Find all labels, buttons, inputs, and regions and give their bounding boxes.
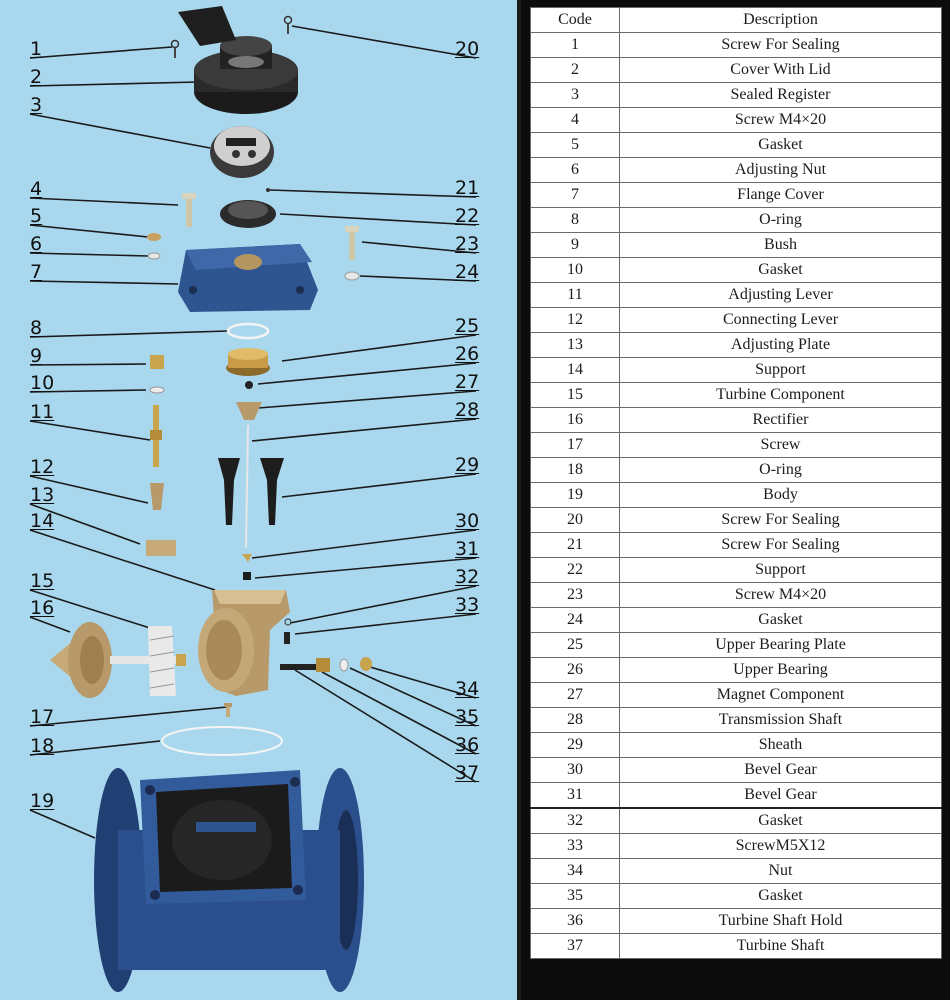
turbine-shaft-parts — [280, 657, 372, 672]
table-row — [531, 183, 942, 208]
part-description-cell: Screw For Sealing — [620, 33, 942, 58]
sealed-register-part — [210, 126, 274, 178]
callout-31: 31 — [455, 538, 480, 560]
callout-7: 7 — [30, 261, 43, 283]
part-code-cell: 11 — [531, 283, 620, 308]
callout-18: 18 — [30, 735, 55, 757]
table-row — [531, 458, 942, 483]
part-code-cell: 16 — [531, 408, 620, 433]
table-row — [531, 158, 942, 183]
table-row — [531, 383, 942, 408]
parts-table-body — [531, 33, 942, 959]
part-description-cell: Turbine Shaft — [620, 934, 942, 959]
transmission-shaft-part — [246, 425, 248, 548]
callout-8: 8 — [30, 317, 43, 339]
table-row — [531, 83, 942, 108]
part-code-cell: 33 — [531, 834, 620, 859]
callout-33: 33 — [455, 594, 480, 616]
callout-37: 37 — [455, 762, 480, 784]
part-description-cell: Turbine Component — [620, 383, 942, 408]
table-row — [531, 508, 942, 533]
table-row — [531, 608, 942, 633]
callout-34: 34 — [455, 678, 480, 700]
callout-2: 2 — [30, 66, 43, 88]
part-description-cell: Screw M4×20 — [620, 108, 942, 133]
table-row — [531, 233, 942, 258]
table-row — [531, 859, 942, 884]
callout-21: 21 — [455, 177, 480, 199]
callout-17: 17 — [30, 706, 55, 728]
part-description-cell: O-ring — [620, 208, 942, 233]
part-code-cell: 27 — [531, 683, 620, 708]
part-code-cell: 29 — [531, 733, 620, 758]
part-description-cell: Nut — [620, 859, 942, 884]
part-description-cell: O-ring — [620, 458, 942, 483]
table-row — [531, 884, 942, 909]
meter-body-part — [94, 768, 364, 992]
part-description-cell: Gasket — [620, 808, 942, 834]
callout-27: 27 — [455, 371, 480, 393]
callout-15: 15 — [30, 570, 55, 592]
table-row — [531, 633, 942, 658]
part-description-cell: Sealed Register — [620, 83, 942, 108]
header-code: Code — [531, 8, 620, 33]
turbine-rectifier-part — [50, 622, 186, 698]
table-row — [531, 708, 942, 733]
part-code-cell: 2 — [531, 58, 620, 83]
callout-13: 13 — [30, 484, 55, 506]
header-description: Description — [620, 8, 942, 33]
table-row — [531, 133, 942, 158]
callout-16: 16 — [30, 597, 55, 619]
part-description-cell: Transmission Shaft — [620, 708, 942, 733]
support-housing-part — [198, 590, 290, 696]
callout-35: 35 — [455, 706, 480, 728]
part-description-cell: Gasket — [620, 133, 942, 158]
part-description-cell: Bevel Gear — [620, 758, 942, 783]
part-code-cell: 9 — [531, 233, 620, 258]
support-plate-part — [220, 188, 276, 228]
callout-24: 24 — [455, 261, 480, 283]
part-code-cell: 22 — [531, 558, 620, 583]
callout-19: 19 — [30, 790, 55, 812]
table-row — [531, 533, 942, 558]
flange-cover-part — [178, 244, 318, 312]
part-code-cell: 23 — [531, 583, 620, 608]
table-row — [531, 483, 942, 508]
part-description-cell: Screw For Sealing — [620, 533, 942, 558]
table-row — [531, 834, 942, 859]
table-row — [531, 283, 942, 308]
part-description-cell: Screw — [620, 433, 942, 458]
part-description-cell: Adjusting Nut — [620, 158, 942, 183]
part-code-cell: 24 — [531, 608, 620, 633]
table-row — [531, 408, 942, 433]
part-code-cell: 35 — [531, 884, 620, 909]
table-row — [531, 808, 942, 834]
callout-20: 20 — [455, 38, 480, 60]
callout-26: 26 — [455, 343, 480, 365]
part-description-cell: Gasket — [620, 258, 942, 283]
part-description-cell: Bevel Gear — [620, 783, 942, 809]
part-code-cell: 12 — [531, 308, 620, 333]
callout-25: 25 — [455, 315, 480, 337]
table-row — [531, 758, 942, 783]
callout-30: 30 — [455, 510, 480, 532]
parts-table — [530, 7, 942, 959]
part-code-cell: 34 — [531, 859, 620, 884]
part-description-cell: Upper Bearing Plate — [620, 633, 942, 658]
callout-32: 32 — [455, 566, 480, 588]
table-row — [531, 683, 942, 708]
callout-9: 9 — [30, 345, 43, 367]
adjusting-lever-part — [150, 405, 162, 467]
part-description-cell: Turbine Shaft Hold — [620, 909, 942, 934]
callout-5: 5 — [30, 205, 43, 227]
table-row — [531, 733, 942, 758]
part-code-cell: 6 — [531, 158, 620, 183]
bevel-gear-part — [242, 554, 252, 580]
callout-23: 23 — [455, 233, 480, 255]
part-code-cell: 31 — [531, 783, 620, 809]
part-description-cell: Support — [620, 558, 942, 583]
table-row — [531, 33, 942, 58]
gasket-screw-small — [284, 619, 291, 644]
part-description-cell: Upper Bearing — [620, 658, 942, 683]
part-code-cell: 3 — [531, 83, 620, 108]
table-row — [531, 583, 942, 608]
part-code-cell: 10 — [531, 258, 620, 283]
part-description-cell: Sheath — [620, 733, 942, 758]
part-code-cell: 1 — [531, 33, 620, 58]
table-row — [531, 783, 942, 809]
part-description-cell: Connecting Lever — [620, 308, 942, 333]
callout-4: 4 — [30, 178, 43, 200]
callout-11: 11 — [30, 401, 55, 423]
part-description-cell: Support — [620, 358, 942, 383]
screw-gasket-nut-left — [147, 193, 196, 259]
part-code-cell: 20 — [531, 508, 620, 533]
part-code-cell: 4 — [531, 108, 620, 133]
part-description-cell: Bush — [620, 233, 942, 258]
part-code-cell: 13 — [531, 333, 620, 358]
part-description-cell: Body — [620, 483, 942, 508]
table-row — [531, 258, 942, 283]
part-description-cell: Cover With Lid — [620, 58, 942, 83]
part-code-cell: 15 — [531, 383, 620, 408]
part-code-cell: 21 — [531, 533, 620, 558]
part-code-cell: 14 — [531, 358, 620, 383]
callout-22: 22 — [455, 205, 480, 227]
callout-1: 1 — [30, 38, 43, 60]
part-code-cell: 18 — [531, 458, 620, 483]
callout-6: 6 — [30, 233, 43, 255]
part-code-cell: 25 — [531, 633, 620, 658]
part-code-cell: 19 — [531, 483, 620, 508]
part-description-cell: ScrewM5X12 — [620, 834, 942, 859]
part-description-cell: Rectifier — [620, 408, 942, 433]
part-code-cell: 37 — [531, 934, 620, 959]
part-code-cell: 32 — [531, 808, 620, 834]
part-code-cell: 8 — [531, 208, 620, 233]
table-row — [531, 558, 942, 583]
part-code-cell: 5 — [531, 133, 620, 158]
part-description-cell: Magnet Component — [620, 683, 942, 708]
callout-3: 3 — [30, 94, 43, 116]
table-row — [531, 909, 942, 934]
part-description-cell: Screw For Sealing — [620, 508, 942, 533]
screw-gasket-right — [345, 226, 359, 280]
table-row — [531, 108, 942, 133]
callout-10: 10 — [30, 372, 55, 394]
part-description-cell: Adjusting Plate — [620, 333, 942, 358]
callout-28: 28 — [455, 399, 480, 421]
part-code-cell: 28 — [531, 708, 620, 733]
table-row — [531, 358, 942, 383]
table-row — [531, 934, 942, 959]
table-row — [531, 433, 942, 458]
sheath-part — [218, 458, 284, 525]
part-code-cell: 36 — [531, 909, 620, 934]
part-code-cell: 7 — [531, 183, 620, 208]
connecting-lever-plate — [146, 483, 176, 556]
table-row — [531, 333, 942, 358]
o-ring-part — [228, 324, 268, 338]
part-code-cell: 30 — [531, 758, 620, 783]
part-description-cell: Flange Cover — [620, 183, 942, 208]
cover-with-lid-part — [178, 6, 298, 114]
table-row — [531, 658, 942, 683]
table-row — [531, 208, 942, 233]
part-code-cell: 26 — [531, 658, 620, 683]
part-description-cell: Screw M4×20 — [620, 583, 942, 608]
parts-table-panel — [521, 0, 950, 1000]
part-description-cell: Gasket — [620, 608, 942, 633]
table-header-row — [531, 8, 942, 33]
bush-gasket-part — [150, 355, 164, 393]
part-code-cell: 17 — [531, 433, 620, 458]
callout-29: 29 — [455, 454, 480, 476]
callout-14: 14 — [30, 510, 55, 532]
table-row — [531, 58, 942, 83]
part-description-cell: Gasket — [620, 884, 942, 909]
part-description-cell: Adjusting Lever — [620, 283, 942, 308]
callout-12: 12 — [30, 456, 55, 478]
table-row — [531, 308, 942, 333]
callout-36: 36 — [455, 734, 480, 756]
